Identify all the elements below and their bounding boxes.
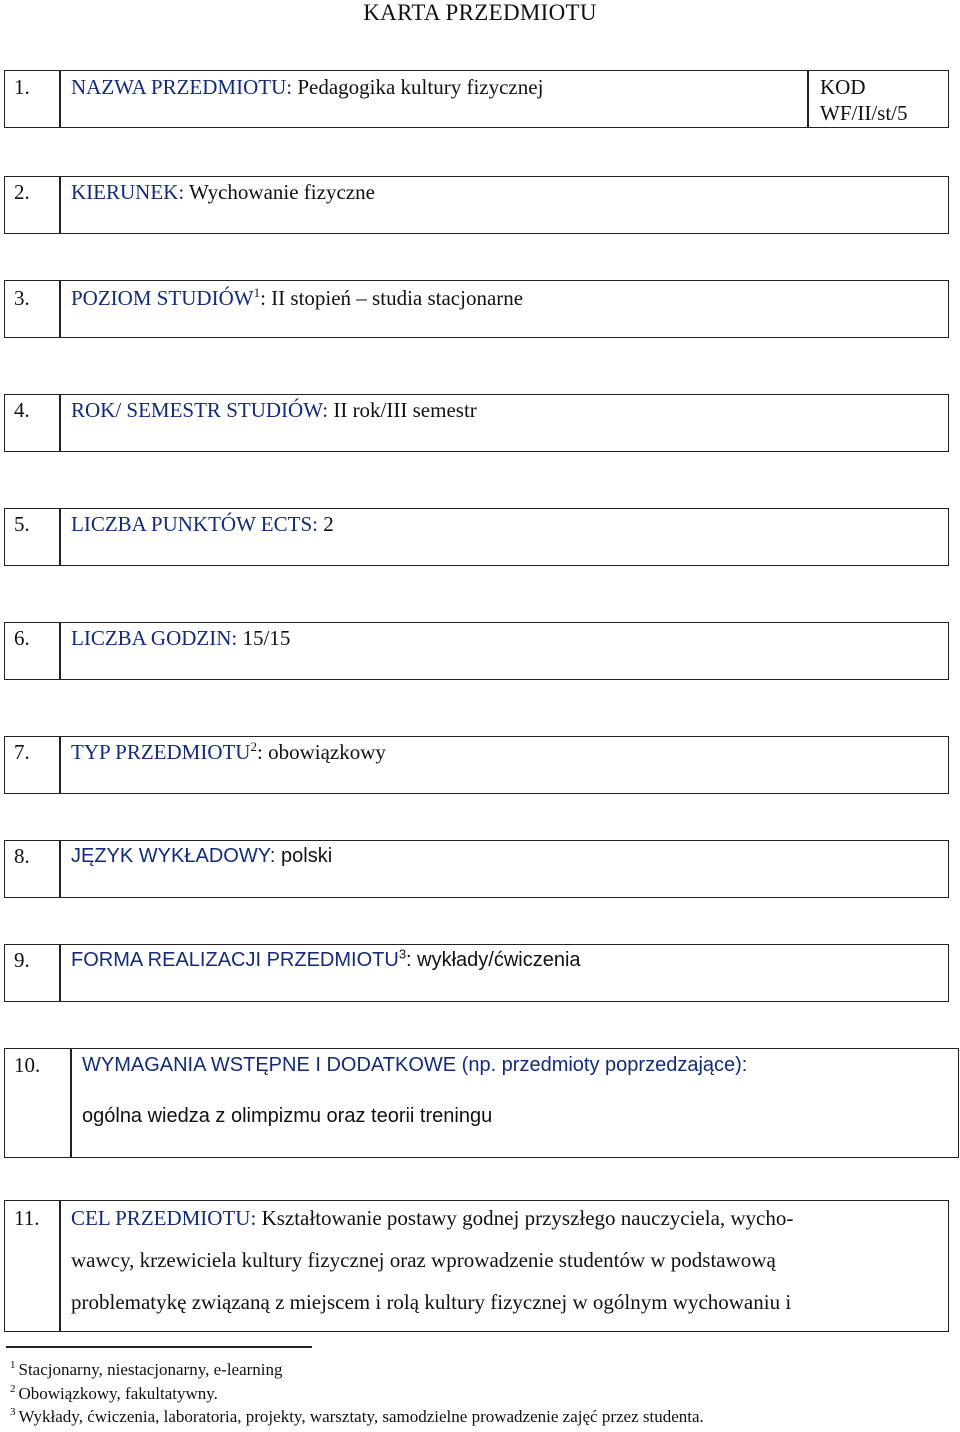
footnote-mark: 1 xyxy=(10,1359,16,1372)
row-number: 8. xyxy=(14,844,30,868)
row-4-text xyxy=(71,398,477,422)
row-value: Kształtowanie postawy godnej przyszłego nauczyciela, wycho- xyxy=(261,1206,794,1230)
footnote-mark: 3 xyxy=(10,1406,16,1419)
row-3-text xyxy=(71,286,523,310)
row-value: 2 xyxy=(323,512,334,536)
row-value: : wykłady/ćwiczenia xyxy=(406,949,581,971)
row-number: 7. xyxy=(14,740,30,764)
row-value: polski xyxy=(281,845,333,867)
footnote-3 xyxy=(10,1407,704,1427)
row-number: 11. xyxy=(14,1206,40,1230)
row-label: CEL PRZEDMIOTU: xyxy=(71,1206,257,1230)
row-number: 2. xyxy=(14,180,30,204)
footnote-2 xyxy=(10,1384,218,1404)
row-7-text xyxy=(71,740,386,764)
row-11-line-1 xyxy=(71,1206,793,1230)
row-value: Wychowanie fizyczne xyxy=(189,180,375,204)
footnote-text: Stacjonarny, niestacjonarny, e-learning xyxy=(18,1360,283,1379)
row-value: II rok/III semestr xyxy=(333,398,477,422)
row-10-value: ogólna wiedza z olimpizmu oraz teorii treningu xyxy=(82,1105,493,1127)
row-label: KIERUNEK: xyxy=(71,180,185,204)
row-value: : II stopień – studia stacjonarne xyxy=(260,286,524,310)
row-8-text xyxy=(71,844,332,868)
code-value: WF/II/st/5 xyxy=(820,101,908,125)
row-5-text xyxy=(71,512,334,536)
row-number: 4. xyxy=(14,398,30,422)
row-value: Pedagogika kultury fizycznej xyxy=(297,75,544,99)
document-title: KARTA PRZEDMIOTU xyxy=(363,0,597,25)
row-label: LICZBA GODZIN: xyxy=(71,626,238,650)
footnote-ref: 3 xyxy=(398,946,407,962)
footnote-text: Obowiązkowy, fakultatywny. xyxy=(18,1384,218,1403)
footnote-text: Wykłady, ćwiczenia, laboratoria, projekty, warsztaty, samodzielne prowadzenie zajęć przez studenta. xyxy=(18,1407,704,1426)
footnote-ref: 2 xyxy=(250,739,257,754)
row-number: 1. xyxy=(14,75,30,99)
row-number: 5. xyxy=(14,512,30,536)
row-label: LICZBA PUNKTÓW ECTS: xyxy=(71,512,318,536)
row-label: WYMAGANIA WSTĘPNE I DODATKOWE (np. przedmioty poprzedzające): xyxy=(82,1054,748,1076)
row-number: 10. xyxy=(14,1053,41,1077)
code-label: KOD xyxy=(820,75,866,99)
row-number: 3. xyxy=(14,286,30,310)
row-label: POZIOM STUDIÓW xyxy=(71,286,254,310)
row-11-line-2: wawcy, krzewiciela kultury fizycznej oraz wprowadzenie studentów w podstawową xyxy=(71,1248,776,1272)
row-label: FORMA REALIZACJI PRZEDMIOTU xyxy=(71,949,399,971)
row-10-label xyxy=(82,1053,747,1077)
row-number: 9. xyxy=(14,948,30,972)
row-6-text xyxy=(71,626,290,650)
row-11-line-3: problematykę związaną z miejscem i rolą kultury fizycznej w ogólnym wychowaniu i xyxy=(71,1290,792,1314)
row-value: 15/15 xyxy=(242,626,291,650)
row-label: JĘZYK WYKŁADOWY: xyxy=(71,845,276,867)
footnote-1 xyxy=(10,1360,283,1380)
row-label: NAZWA PRZEDMIOTU: xyxy=(71,75,293,99)
row-1-text xyxy=(71,75,543,99)
row-label: ROK/ SEMESTR STUDIÓW: xyxy=(71,398,329,422)
row-2-text xyxy=(71,180,375,204)
row-9-text xyxy=(71,948,581,972)
footnote-separator xyxy=(6,1346,312,1348)
footnote-mark: 2 xyxy=(10,1383,16,1396)
row-number: 6. xyxy=(14,626,30,650)
footnote-ref: 1 xyxy=(253,285,261,300)
row-label: TYP PRZEDMIOTU xyxy=(71,740,251,764)
row-value: : obowiązkowy xyxy=(256,740,386,764)
